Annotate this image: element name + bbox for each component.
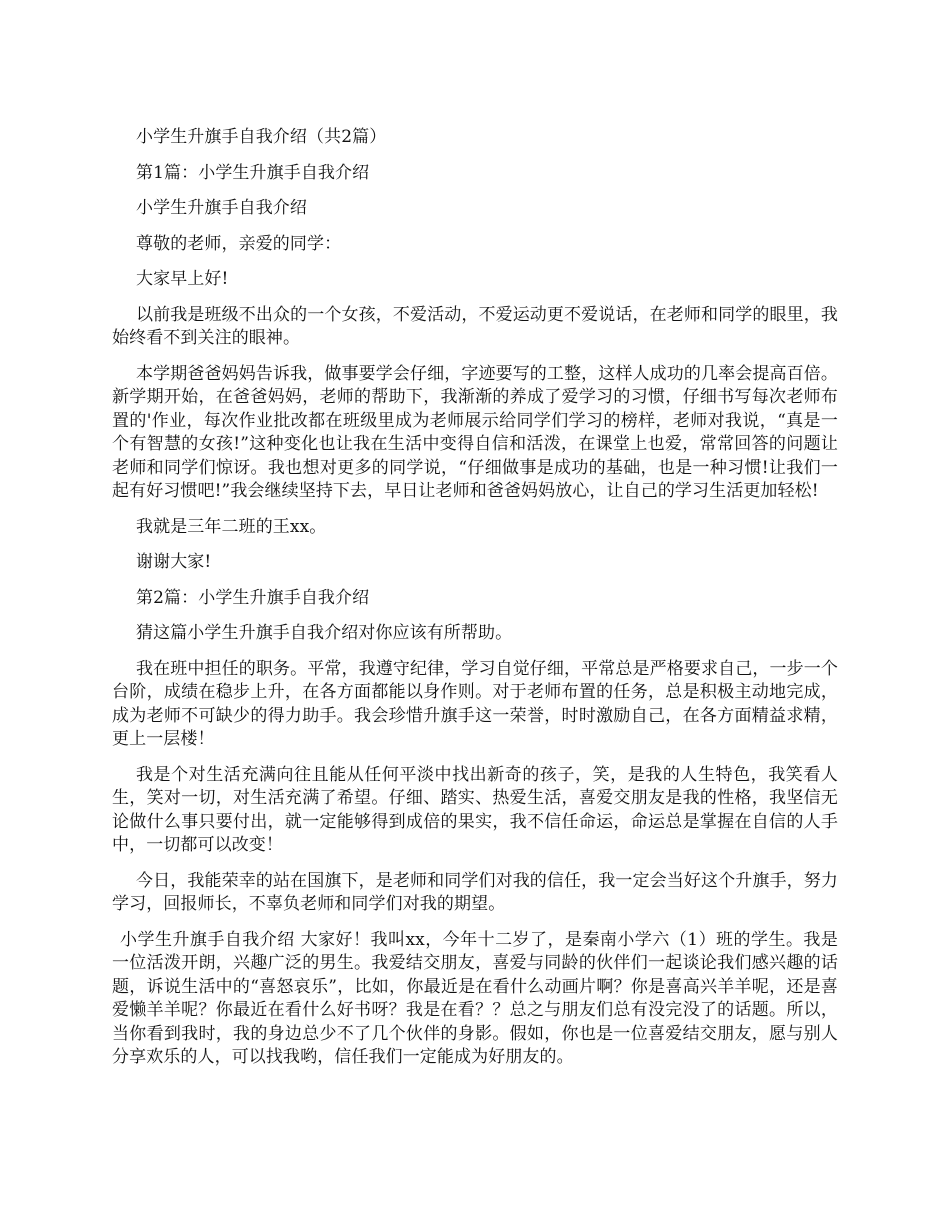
salutation: 尊敬的老师，亲爱的同学：	[136, 233, 342, 254]
section-1-heading: 第1篇：小学生升旗手自我介绍	[136, 162, 370, 183]
section-1-subtitle: 小学生升旗手自我介绍	[136, 198, 307, 218]
document-body	[112, 126, 838, 1082]
paragraph: 以前我是班级不出众的一个女孩，不爱活动，不爱运动更不爱说话，在老师和同学的眼里，我始终看不到关注的眼神。	[112, 304, 838, 348]
section-2-heading: 第2篇：小学生升旗手自我介绍	[136, 587, 370, 608]
paragraph: 本学期爸爸妈妈告诉我，做事要学会仔细，字迹要写的工整，这样人成功的几率会提高百倍。新学期开始，在爸爸妈妈，老师的帮助下，我渐渐的养成了爱学习的习惯，仔细书写每次老师布置的'作业，每次作业批改都在班级里成为老师展示给同学们学习的榜样，老师对我说，“真是一个有智慧的女孩!”这种变化也让我在生活中变得自信和活泼，在课堂上也爱，常常回答的问题让老师和同学们惊讶。我也想对更多的同学说，“仔细做事是成功的基础，也是一种习惯!让我们一起有好习惯吧!”我会继续坚持下去，早日让老师和爸爸妈妈放心，让自己的学习生活更加轻松!	[112, 363, 838, 501]
paragraph: 猜这篇小学生升旗手自我介绍对你应该有所帮助。	[136, 623, 513, 643]
greeting: 大家早上好!	[136, 269, 229, 289]
paragraph: 我是个对生活充满向往且能从任何平淡中找出新奇的孩子，笑，是我的人生特色，我笑看人生，笑对一切，对生活充满了希望。仔细、踏实、热爱生活，喜爱交朋友是我的性格，我坚信无论做什么事只要付出，就一定能够得到成倍的果实，我不信任命运，命运总是掌握在自信的人手中，一切都可以改变！	[112, 764, 838, 855]
document-title: 小学生升旗手自我介绍（共2篇）	[136, 127, 387, 147]
self-name-line: 我就是三年二班的王xx。	[136, 516, 327, 537]
thanks-line: 谢谢大家!	[136, 552, 212, 572]
paragraph: 今日，我能荣幸的站在国旗下，是老师和同学们对我的信任，我一定会当好这个升旗手，努力学习，回报师长，不辜负老师和同学们对我的期望。	[112, 870, 838, 914]
paragraph: 小学生升旗手自我介绍 大家好！我叫xx，今年十二岁了，是秦南小学六（1）班的学生。我是一位活泼开朗，兴趣广泛的男生。我爱结交朋友，喜爱与同龄的伙伴们一起谈论我们感兴趣的话题，诉说生活中的“喜怒哀乐”，比如，你最近是在看什么动画片啊？你是喜高兴羊羊呢，还是喜爱懒羊羊呢？你最近在看什么好书呀？我是在看？？总之与朋友们总有没完没了的话题。所以，当你看到我时，我的身边总少不了几个伙伴的身影。假如，你也是一位喜爱结交朋友，愿与别人分享欢乐的人，可以找我哟，信任我们一定能成为好朋友的。	[112, 929, 838, 1067]
paragraph: 我在班中担任的职务。平常，我遵守纪律，学习自觉仔细，平常总是严格要求自己，一步一个台阶，成绩在稳步上升，在各方面都能以身作则。对于老师布置的任务，总是积极主动地完成，成为老师不可缺少的得力助手。我会珍惜升旗手这一荣誉，时时激励自己，在各方面精益求精，更上一层楼！	[112, 658, 838, 749]
